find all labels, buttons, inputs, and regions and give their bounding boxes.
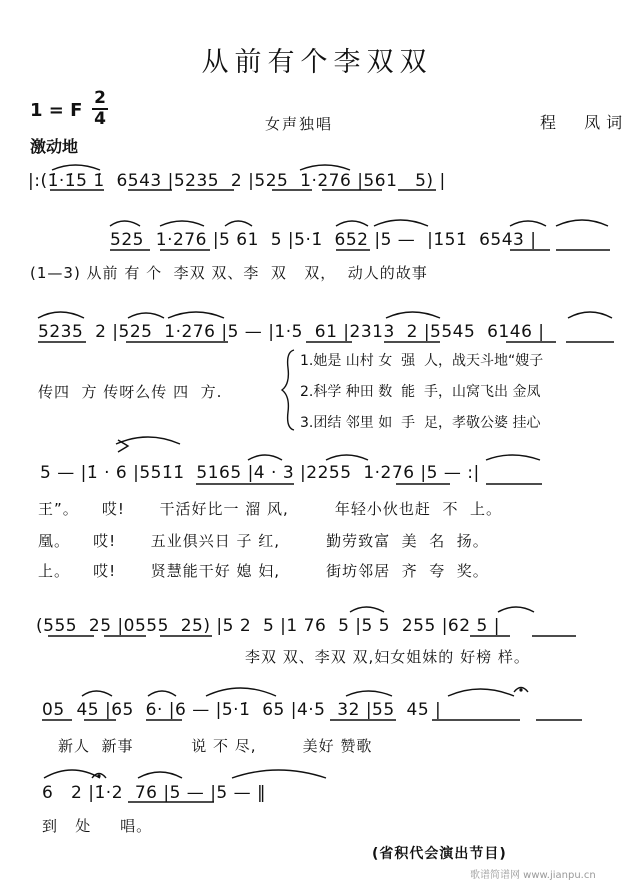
site-watermark: 歌谱简谱网 www.jianpu.cn xyxy=(470,870,596,881)
slur-mark xyxy=(52,165,100,170)
song-title: 从前有个李双双 xyxy=(201,47,433,78)
lyric-line-5: 李双 双、李双 双,妇女姐妹的 好榜 样。 xyxy=(245,648,530,666)
notation-line-1: |:(1̇·1̇5 1̇ 6543 |5235 2 |525 1·276 |561 5) | xyxy=(28,171,446,191)
performance-note: 女声独唱 xyxy=(265,115,334,133)
lyric-line-7: 到 处 唱。 xyxy=(42,817,153,835)
notation-line-2: 525 1·276 |5 61 5 |5·1̇ 652 |5 — |1̇51̇ 6543 | xyxy=(110,230,537,250)
notation-line-6: 05 45 |65 6· |6 — |5·1̇ 65 |4·5 32 |55 45 | xyxy=(42,700,442,720)
lyric-line-6: 新人 新事 说 不 尽, 美好 赞歌 xyxy=(58,737,373,755)
lyric-line-4c: 上。 哎! 贤慧能干好 媳 妇, 街坊邻居 齐 夸 奖。 xyxy=(38,562,489,580)
verse-2: 2.科学 种田 数 能 手，山窝飞出 金凤 xyxy=(300,384,541,400)
time-signature-bottom: 4 xyxy=(94,109,106,129)
notation-line-4: 5 — |1̇ · 6 |551̇1̇ 5165 |4 · 3 |2255 1·276 |5 — :| xyxy=(40,463,480,483)
key-signature: 1 = F xyxy=(30,100,83,121)
lyric-line-4a: 王”。 哎! 干活好比一 溜 风, 年轻小伙也赶 不 上。 xyxy=(38,500,502,518)
lyric-line-3: 传四 方 传呀么传 四 方. xyxy=(38,383,223,401)
verse-1: 1.她是 山村 女 强 人，战天斗地“嫂子 xyxy=(300,353,544,369)
lyricist-credit: 程 凤词 xyxy=(540,113,629,132)
slur-mark xyxy=(300,165,350,170)
notation-line-5: (555 25 |0555 25) |5 2 5 |1 76 5 |5 5 255 |62 5 | xyxy=(36,616,500,636)
lyric-line-4b: 凰。 哎! 五业俱兴日 子 红, 勤劳致富 美 名 扬。 xyxy=(38,532,489,550)
tempo-marking: 激动地 xyxy=(30,137,79,156)
notation-line-3: 5235 2 |525 1·276 |5 — |1·5 61 |2313 2 |5545 6146 | xyxy=(38,322,545,342)
lyric-line-2: (1—3) 从前 有 个 李双 双、李 双 双， 动人的故事 xyxy=(30,264,428,282)
time-signature-top: 2 xyxy=(94,88,106,108)
performance-source-note: (省积代会演出节目) xyxy=(372,846,507,862)
notation-line-7: 6 2 |1̇·2 76 |5 — |5 — ‖ xyxy=(42,783,267,803)
verse-3: 3.团结 邻里 如 手 足，孝敬公婆 挂心 xyxy=(300,415,541,431)
